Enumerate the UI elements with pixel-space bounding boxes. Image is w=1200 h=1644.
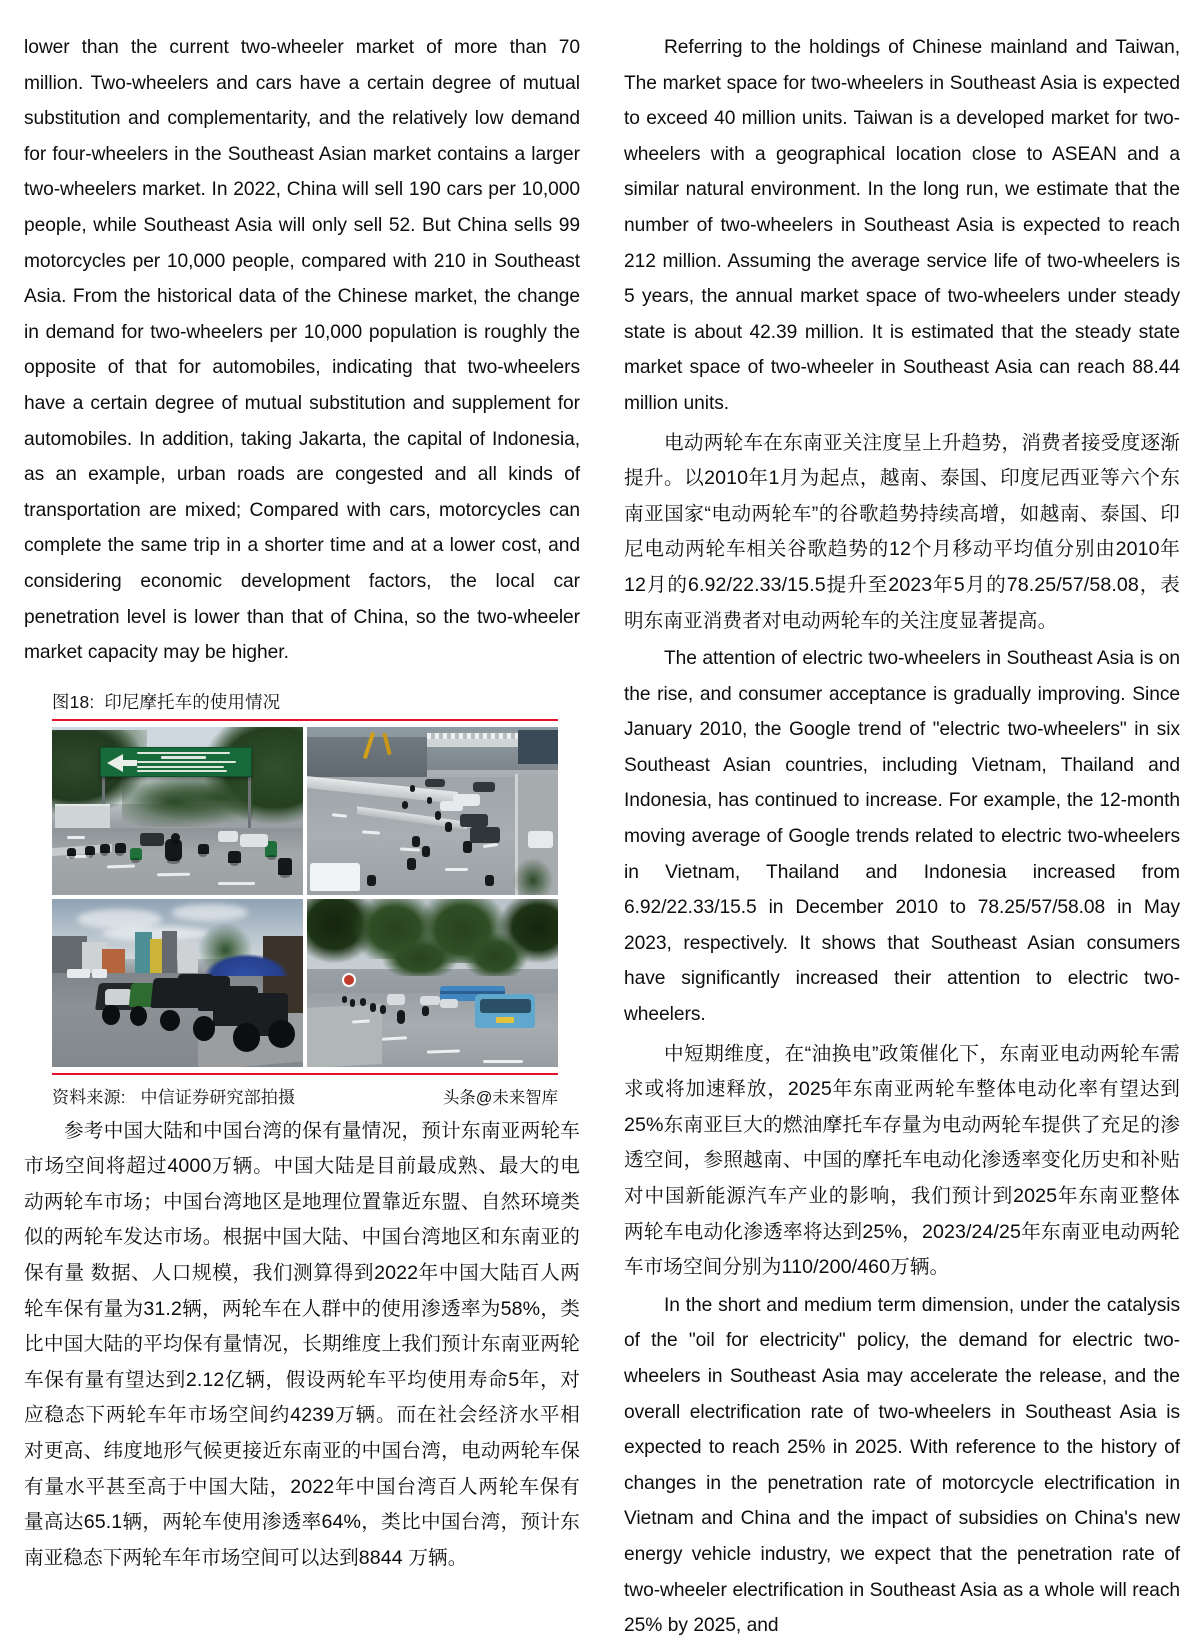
photo-top-left [52, 727, 303, 895]
taxi-icon [475, 994, 535, 1028]
figure-source-row [52, 1083, 558, 1108]
figure-photo-grid [52, 727, 558, 1067]
photo-top-right [307, 727, 558, 895]
figure-bottom-rule [52, 1073, 558, 1075]
paragraph-right-1: Referring to the holdings of Chinese mainland and Taiwan, The market space for two-wheelers in Southeast Asia is expected to exceed 40 million units. Taiwan is a developed market for two-wheelers with a geographical location close to ASEAN and a similar natural environment. In the long run, we estimate that the number of two-wheelers in Southeast Asia is expected to reach 212 million. Assuming the average service life of two-wheelers is 5 years, the annual market space of two-wheelers under steady state is about 42.39 million. It is estimated that the steady state market space of two-wheeler in Southeast Asia can reach 88.44 million units. [624, 37, 1180, 414]
paragraph-right-4: 中短期维度，在“油换电”政策催化下，东南亚电动两轮车需求或将加速释放，2025年东南亚两轮车整体电动化率有望达到25%东南亚巨大的燃油摩托车存量为电动两轮车提供了充足的渗透空间，参照越南、中国的摩托车电动化渗透率变化历史和补贴 对中国新能源汽车产业的影响，我们预计到2025年东南亚整体两轮车电动化渗透率将达到25%，2023/24/25年东南亚电动两轮车市场空间分别为110/200/460万辆。 [624, 1042, 1180, 1279]
paragraph-right-2: 电动两轮车在东南亚关注度呈上升趋势，消费者接受度逐渐提升。以2010年1月为起点，越南、泰国、印度尼西亚等六个东南亚国家“电动两轮车”的谷歌趋势持续高增，如越南、泰国、印尼电动两轮车相关谷歌趋势的12个月移动平均值分别由2010年12月的6.92/22.33/15.5提升至2023年5月的78.25/57/58.08，表明东南亚消费者对电动两轮车的关注度显著提高。 [624, 431, 1180, 632]
figure-watermark: 头条@未来智库 [443, 1088, 558, 1107]
figure-source [52, 1083, 295, 1108]
paragraph-right-5: In the short and medium term dimension, under the catalysis of the "oil for electricity" policy, the demand for electric two-wheelers in Southeast Asia may accelerate the release, and the overall electrification rate of two-wheelers in Southeast Asia is expected to reach 25% in 2025. With reference to the history of changes in the penetration rate of motorcycle electrification in Vietnam and China and the impact of subsidies on China's new energy vehicle industry, we expect that the penetration rate of two-wheeler electrification in Southeast Asia as a whole will reach 25% by 2025, and [624, 1294, 1180, 1637]
figure-caption [52, 691, 558, 713]
figure-source-label: 资料来源: [52, 1087, 126, 1107]
right-column [624, 30, 1180, 1637]
paragraph-right-3: The attention of electric two-wheelers in Southeast Asia is on the rise, and consumer acceptance is gradually improving. Since January 2010, the Google trend of "electric two-wheelers" in six Southeast Asian countries, including Vietnam, Thailand and Indonesia, has continued to increase. For example, the 12-month moving average of Google trends related to electric two-wheelers in Vietnam, Thailand and Indonesia increased from 6.92/22.33/15.5 in December 2010 to 78.25/57/58.08 in May 2023, respectively. It shows that Southeast Asian consumers have significantly increased their attention to electric two-wheelers. [624, 648, 1180, 1026]
traffic-sign-icon [342, 973, 356, 987]
left-column [24, 30, 580, 1569]
paragraph-left-1: lower than the current two-wheeler market of more than 70 million. Two-wheelers and cars have a certain degree of mutual substitution and complementarity, and the relatively low demand for four-wheelers in the Southeast Asian market contains a larger two-wheelers market. In 2022, China will sell 190 cars per 10,000 people, while Southeast Asia will only sell 52. But China sells 99 motorcycles per 10,000 people, compared with 210 in Southeast Asia. From the historical data of the Chinese market, the change in demand for two-wheelers per 10,000 population is roughly the opposite of that for automobiles, indicating that two-wheelers have a certain degree of mutual substitution and supplement for automobiles. In addition, taking Jakarta, the capital of Indonesia, as an example, urban roads are congested and all kinds of transportation are mixed; Compared with cars, motorcycles can complete the same trip in a shorter time and at a lower cost, and considering economic development factors, the local car penetration level is lower than that of China, so the two-wheeler market capacity may be higher. [24, 37, 580, 664]
photo-bottom-left [52, 899, 303, 1067]
figure-number: 图18: [52, 691, 95, 712]
figure-source-value: 中信证券研究部拍摄 [140, 1087, 296, 1107]
paragraph-left-2: 参考中国大陆和中国台湾的保有量情况，预计东南亚两轮车市场空间将超过4000万辆。中国大陆是目前最成熟、最大的电动两轮车市场；中国台湾地区是地理位置靠近东盟、自然环境类似的两轮车发达市场。根据中国大陆、中国台湾地区和东南亚的保有量 数据、人口规模，我们测算得到2022年中国大陆百人两轮车保有量为31.2辆，两轮车在人群中的使用渗透率为58%，类比中国大陆的平均保有量情况，长期维度上我们预计东南亚两轮车保有量有望达到2.12亿辆，假设两轮车平均使用寿命5年，对应稳态下两轮车年市场空间约4239万辆。而在社会经济水平相对更高、纬度地形气候更接近东南亚的中国台湾，电动两轮车保有量水平甚至高于中国大陆，2022年中国台湾百人两轮车保有量高达65.1辆，两轮车使用渗透率64%，类比中国台湾，预计东南亚稳态下两轮车年市场空间可以达到8844 万辆。 [24, 1119, 580, 1569]
figure-title: 印尼摩托车的使用情况 [104, 691, 281, 712]
photo-bottom-right [307, 899, 558, 1067]
figure-18 [24, 691, 580, 1108]
road-sign-icon [100, 747, 253, 778]
figure-top-rule [52, 719, 558, 721]
